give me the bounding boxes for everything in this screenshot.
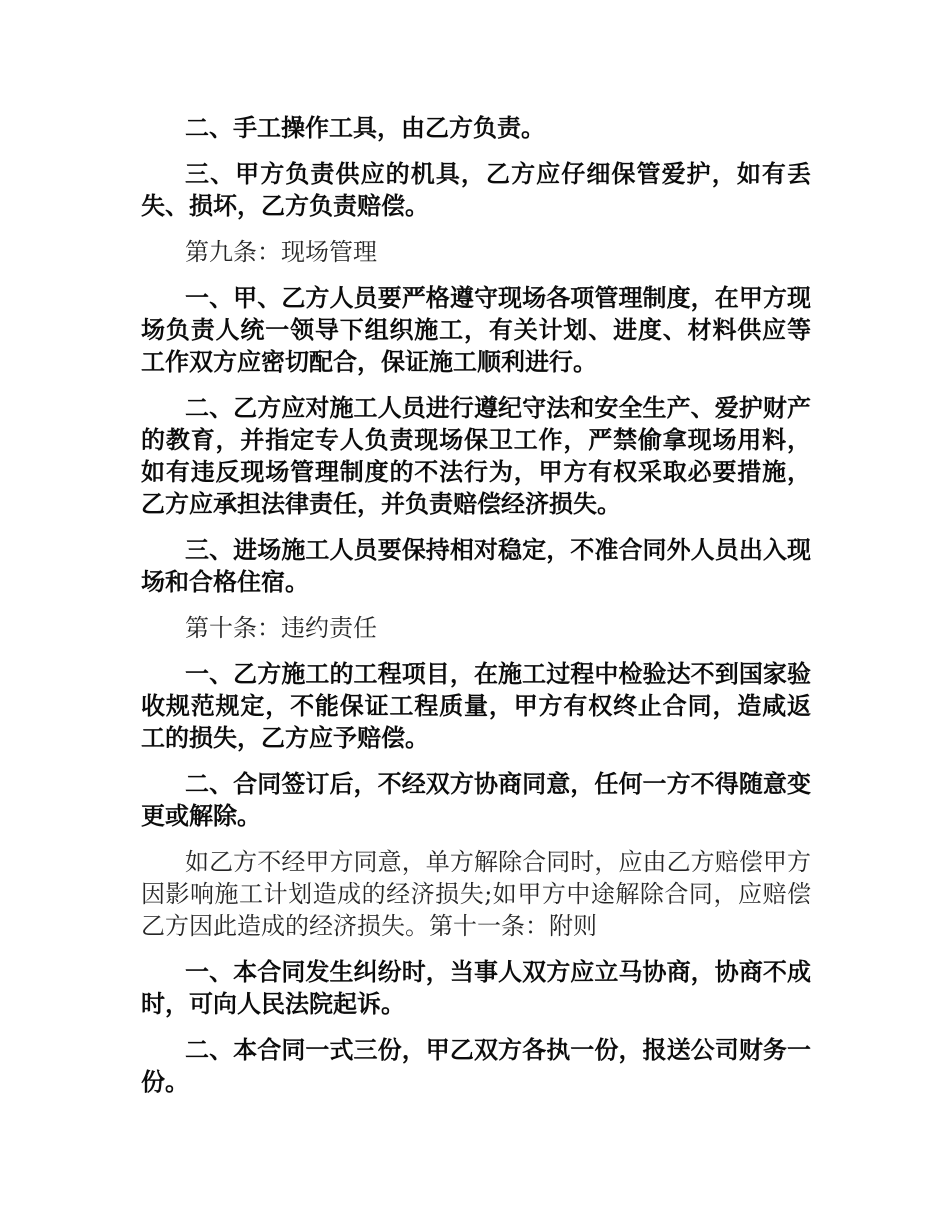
paragraph-worker-education: 二、乙方应对施工人员进行遵纪守法和安全生产、爱护财产的教育，并指定专人负责现场保卫工作，严禁偷拿现场用料，如有违反现场管理制度的不法行为，甲方有权采取必要措施，乙方应承担法律责任，并负责赔偿经济损失。 — [141, 393, 811, 518]
paragraph-quality-breach: 一、乙方施工的工程项目，在施工过程中检验达不到国家验收规范规定，不能保证工程质量，甲方有权终止合同，造咸返工的损失，乙方应予赔偿。 — [141, 659, 811, 752]
paragraph-copies: 二、本合同一式三份，甲乙双方各执一份，报送公司财务一份。 — [141, 1035, 811, 1096]
paragraph-dispute-resolution: 一、本合同发生纠纷时，当事人双方应立马协商，协商不成时，可向人民法院起诉。 — [141, 957, 811, 1018]
section-heading-article-9: 第九条：现场管理 — [185, 238, 377, 266]
paragraph-equipment-custody: 三、甲方负责供应的机具，乙方应仔细保管爱护，如有丢失、损坏，乙方负责赔偿。 — [141, 159, 811, 220]
paragraph-no-unilateral-change: 二、合同签订后，不经双方协商同意，任何一方不得随意变更或解除。 — [141, 769, 811, 830]
paragraph-termination-compensation: 如乙方不经甲方同意，单方解除合同时，应由乙方赔偿甲方因影响施工计划造成的经济损失;如甲方中途解除合同，应赔偿乙方因此造成的经济损失。第十一条：附则 — [141, 848, 811, 940]
paragraph-hand-tools: 二、手工操作工具，由乙方负责。 — [185, 113, 545, 142]
paragraph-site-rules: 一、甲、乙方人员要严格遵守现场各项管理制度，在甲方现场负责人统一领导下组织施工，有关计划、进度、材料供应等工作双方应密切配合，保证施工顺利进行。 — [141, 283, 811, 376]
paragraph-personnel-stability: 三、进场施工人员要保持相对稳定，不准合同外人员出入现场和合格住宿。 — [141, 535, 811, 596]
document-body — [141, 112, 811, 1112]
section-heading-article-10: 第十条：违约责任 — [185, 614, 377, 642]
